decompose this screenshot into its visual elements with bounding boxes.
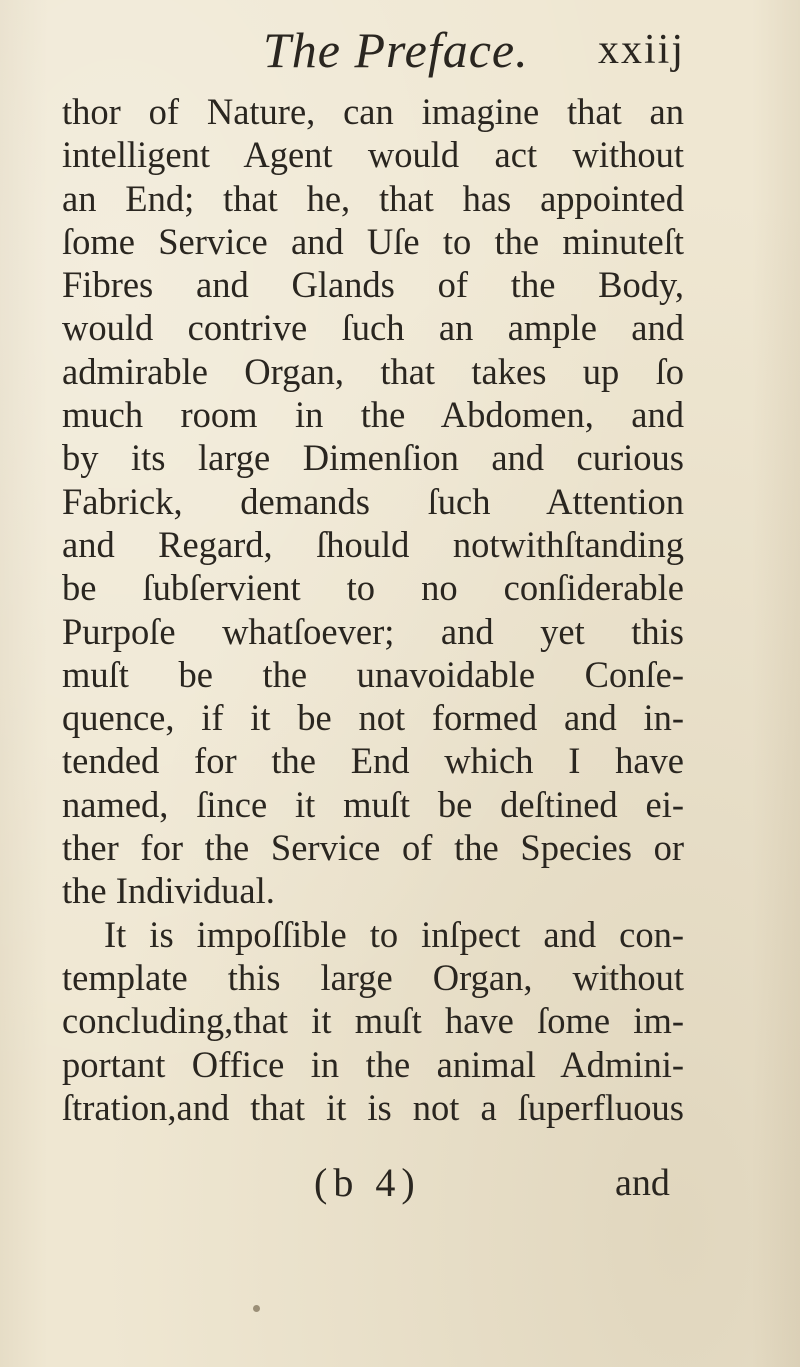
text-line: muſt be the unavoidable Conſe- (62, 653, 684, 695)
body-text (62, 90, 684, 1129)
text-line: ſome Service and Uſe to the minuteſt (62, 220, 684, 262)
text-line: by its large Dimenſion and curious (62, 437, 684, 479)
text-line: concluding,that it muſt have ſome im- (62, 1000, 684, 1042)
signature-mark: (b 4) (314, 1160, 421, 1205)
page-number: xxiij (598, 27, 686, 73)
text-line: tended for the End which I have (62, 740, 684, 782)
text-line: would contrive ſuch an ample and (62, 307, 684, 349)
paragraph-end-line: the Individual. (62, 870, 275, 912)
text-line: ther for the Service of the Species or (62, 827, 684, 869)
text-line: quence, if it be not formed and in- (62, 697, 684, 739)
running-head-title: The Preface. (263, 22, 529, 78)
text-line: thor of Nature, can imagine that an (62, 91, 684, 132)
text-line: ſtration,and that it is not a ſuperfluous (62, 1086, 684, 1128)
running-head (0, 20, 800, 80)
text-line: intelligent Agent would act without (62, 134, 684, 176)
ink-spot (253, 1305, 260, 1312)
text-line: an End; that he, that has appointed (62, 177, 684, 219)
text-line: Purpoſe whatſoever; and yet this (62, 610, 684, 652)
paragraph-start-line: It is impoſſible to inſpect and con- (104, 913, 684, 955)
text-line: much room in the Abdomen, and (62, 394, 684, 436)
text-line: Fibres and Glands of the Body, (62, 264, 684, 306)
text-line: and Regard, ſhould notwithſtanding (62, 523, 684, 565)
page-footer (0, 1155, 800, 1215)
text-line: be ſubſervient to no conſiderable (62, 567, 684, 609)
text-line: named, ſince it muſt be deſtined ei- (62, 783, 684, 825)
text-line: Fabrick, demands ſuch Attention (62, 480, 684, 522)
catchword: and (615, 1162, 670, 1204)
text-line: template this large Organ, without (62, 956, 684, 998)
text-line: admirable Organ, that takes up ſo (62, 350, 684, 392)
ink-spot (606, 972, 609, 975)
text-line: portant Office in the animal Admini- (62, 1043, 684, 1085)
